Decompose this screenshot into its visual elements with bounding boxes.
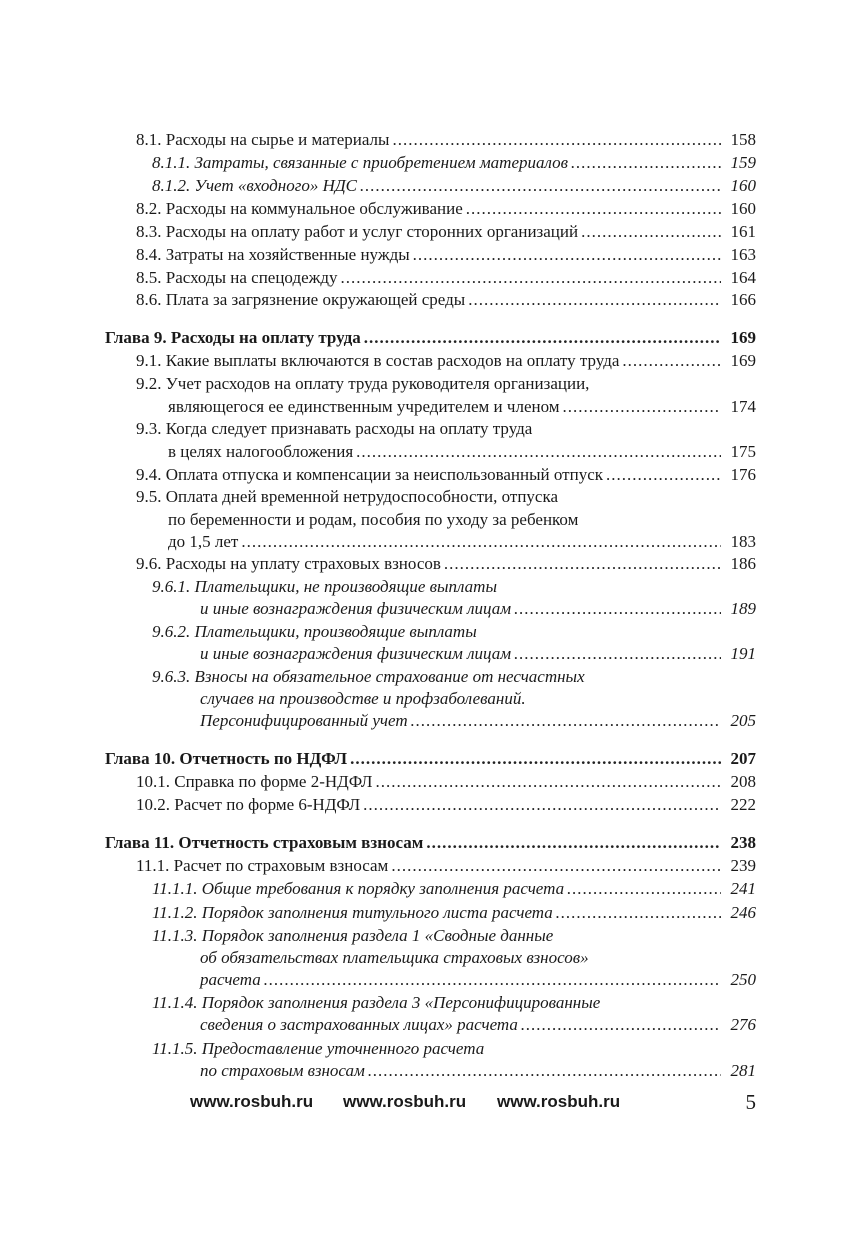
toc-page-number: 276 xyxy=(730,1015,756,1034)
toc-entry-title: сведения о застрахованных лицах» расчета xyxy=(200,1015,518,1034)
toc-page-number: 189 xyxy=(730,599,756,618)
toc-entry-title: 9.6.2. Плательщики, производящие выплаты xyxy=(152,622,477,641)
toc-entry xyxy=(136,350,756,372)
toc-dot-leader xyxy=(241,531,721,553)
toc-entry-title: 8.2. Расходы на коммунальное обслуживание xyxy=(136,199,463,218)
toc-entry-title: Глава 10. Отчетность по НДФЛ xyxy=(105,749,348,768)
toc-dot-leader xyxy=(468,289,721,311)
toc-entry xyxy=(152,902,756,924)
toc-dot-leader xyxy=(363,794,721,816)
toc-dot-leader xyxy=(426,832,721,854)
toc-page-number: 183 xyxy=(730,532,756,551)
toc-page-number: 163 xyxy=(730,245,756,264)
page-number: 5 xyxy=(745,1090,756,1114)
toc-entry-title: 9.6.3. Взносы на обязательное страхование от несчастных xyxy=(152,667,585,686)
toc-entry xyxy=(200,688,526,710)
toc-entry xyxy=(200,643,756,665)
toc-entry xyxy=(152,152,756,174)
toc-entry-title: Глава 9. Расходы на оплату труда xyxy=(105,328,361,347)
toc-entry xyxy=(168,396,756,418)
toc-entry-title: об обязательствах плательщика страховых взносов» xyxy=(200,948,589,967)
toc-dot-leader xyxy=(444,553,721,575)
toc-entry-title: 11.1.1. Общие требования к порядку заполнения расчета xyxy=(152,879,565,898)
toc-page-number: 161 xyxy=(730,222,756,241)
toc-chapter-entry xyxy=(105,832,756,854)
toc-dot-leader xyxy=(392,129,721,151)
toc-page-number: 175 xyxy=(730,442,756,461)
toc-entry xyxy=(136,221,756,243)
toc-entry xyxy=(200,969,756,991)
toc-entry-title: по беременности и родам, пособия по уходу за ребенком xyxy=(168,510,579,529)
toc-page-number: 246 xyxy=(730,903,756,922)
toc-entry-title: 8.3. Расходы на оплату работ и услуг сторонних организаций xyxy=(136,222,579,241)
toc-entry xyxy=(152,925,553,947)
toc-dot-leader xyxy=(375,771,721,793)
page-footer xyxy=(0,1092,857,1120)
toc-entry xyxy=(200,1060,756,1082)
toc-entry xyxy=(200,598,756,620)
toc-entry xyxy=(136,418,532,440)
toc-entry xyxy=(136,794,756,816)
toc-page-number: 238 xyxy=(730,833,756,852)
toc-page-number: 174 xyxy=(730,397,756,416)
toc-page-number: 241 xyxy=(730,879,756,898)
toc-entry-title: 8.1.1. Затраты, связанные с приобретением материалов xyxy=(152,153,568,172)
toc-dot-leader xyxy=(563,396,721,418)
toc-entry xyxy=(136,855,756,877)
toc-entry-title: Глава 11. Отчетность страховым взносам xyxy=(105,833,424,852)
toc-page-number: 186 xyxy=(730,554,756,573)
toc-entry-title: 10.1. Справка по форме 2-НДФЛ xyxy=(136,772,373,791)
toc-entry xyxy=(168,441,756,463)
toc-entry-title: 8.5. Расходы на спецодежду xyxy=(136,268,338,287)
toc-entry xyxy=(152,992,600,1014)
toc-page-number: 250 xyxy=(730,970,756,989)
toc-page-number: 160 xyxy=(730,199,756,218)
toc-entry-title: до 1,5 лет xyxy=(168,532,239,551)
toc-dot-leader xyxy=(391,855,721,877)
toc-entry-title: случаев на производстве и профзаболеваний. xyxy=(200,689,526,708)
toc-entry xyxy=(152,1038,484,1060)
toc-entry-title: 11.1.3. Порядок заполнения раздела 1 «Сводные данные xyxy=(152,926,554,945)
toc-entry-title: и иные вознаграждения физическим лицам xyxy=(200,644,512,663)
toc-entry-title: 11.1.5. Предоставление уточненного расчета xyxy=(152,1039,485,1058)
toc-entry-title: 11.1.4. Порядок заполнения раздела 3 «Персонифицированные xyxy=(152,993,601,1012)
toc-entry-title: 8.1.2. Учет «входного» НДС xyxy=(152,176,358,195)
toc-entry-title: Персонифицированный учет xyxy=(200,711,408,730)
toc-entry-title: 9.4. Оплата отпуска и компенсации за неиспользованный отпуск xyxy=(136,465,603,484)
toc-entry-title: в целях налогообложения xyxy=(168,442,354,461)
toc-entry-title: 10.2. Расчет по форме 6-НДФЛ xyxy=(136,795,361,814)
toc-entry xyxy=(200,947,589,969)
toc-entry-title: 9.6.1. Плательщики, не производящие выплаты xyxy=(152,577,497,596)
toc-page-number: 159 xyxy=(730,153,756,172)
toc-dot-leader xyxy=(571,152,721,174)
toc-page-number: 207 xyxy=(730,749,756,768)
toc-entry xyxy=(168,509,578,531)
toc-entry xyxy=(136,373,589,395)
toc-page-number: 208 xyxy=(730,772,756,791)
toc-dot-leader xyxy=(466,198,721,220)
footer-site-link: www.rosbuh.ru xyxy=(343,1092,467,1111)
toc-entry xyxy=(136,129,756,151)
toc-dot-leader xyxy=(581,221,721,243)
toc-entry xyxy=(152,666,585,688)
toc-page-number: 166 xyxy=(730,290,756,309)
toc-entry xyxy=(152,878,756,900)
toc-entry xyxy=(136,464,756,486)
toc-dot-leader xyxy=(567,878,721,900)
toc-page-number: 169 xyxy=(730,328,756,347)
toc-page-number: 222 xyxy=(730,795,756,814)
toc-entry xyxy=(136,267,756,289)
toc-entry xyxy=(152,175,756,197)
toc-page-number: 164 xyxy=(730,268,756,287)
toc-entry-title: расчета xyxy=(200,970,261,989)
toc-dot-leader xyxy=(356,441,721,463)
toc-dot-leader xyxy=(514,643,721,665)
toc-page-number: 160 xyxy=(730,176,756,195)
toc-page-number: 158 xyxy=(730,130,756,149)
footer-site-link: www.rosbuh.ru xyxy=(497,1092,621,1111)
toc-dot-leader xyxy=(514,598,721,620)
toc-entry-title: по страховым взносам xyxy=(200,1061,365,1080)
toc-entry-title: 11.1.2. Порядок заполнения титульного листа расчета xyxy=(152,903,553,922)
toc-page-number: 176 xyxy=(730,465,756,484)
toc-dot-leader xyxy=(364,327,721,349)
toc-entry-title: и иные вознаграждения физическим лицам xyxy=(200,599,512,618)
toc-page-number: 169 xyxy=(730,351,756,370)
toc-page-number: 239 xyxy=(730,856,756,875)
toc-entry xyxy=(168,531,756,553)
toc-entry-title: 9.5. Оплата дней временной нетрудоспособности, отпуска xyxy=(136,487,559,506)
toc-entry xyxy=(136,244,756,266)
toc-entry-title: являющегося ее единственным учредителем и членом xyxy=(168,397,560,416)
toc-dot-leader xyxy=(606,464,721,486)
toc-entry-title: 9.3. Когда следует признавать расходы на оплату труда xyxy=(136,419,533,438)
toc-dot-leader xyxy=(341,267,721,289)
toc-entry xyxy=(200,710,756,732)
toc-entry-title: 11.1. Расчет по страховым взносам xyxy=(136,856,389,875)
toc-page-number: 205 xyxy=(730,711,756,730)
toc-entry xyxy=(136,486,558,508)
toc-entry-title: 9.2. Учет расходов на оплату труда руководителя организации, xyxy=(136,374,590,393)
toc-entry xyxy=(136,553,756,575)
toc-entry xyxy=(152,576,497,598)
toc-entry-title: 8.4. Затраты на хозяйственные нужды xyxy=(136,245,410,264)
toc-entry-title: 8.6. Плата за загрязнение окружающей среды xyxy=(136,290,466,309)
toc-entry xyxy=(136,198,756,220)
toc-dot-leader xyxy=(368,1060,721,1082)
toc-page-number: 281 xyxy=(730,1061,756,1080)
toc-entry-title: 8.1. Расходы на сырье и материалы xyxy=(136,130,390,149)
toc-dot-leader xyxy=(360,175,721,197)
toc-entry xyxy=(136,289,756,311)
toc-dot-leader xyxy=(264,969,721,991)
footer-site-link: www.rosbuh.ru xyxy=(190,1092,314,1111)
toc-chapter-entry xyxy=(105,748,756,770)
toc-entry-title: 9.1. Какие выплаты включаются в состав расходов на оплату труда xyxy=(136,351,620,370)
toc-dot-leader xyxy=(622,350,721,372)
toc-dot-leader xyxy=(413,244,721,266)
toc-dot-leader xyxy=(350,748,721,770)
toc-page-number: 191 xyxy=(730,644,756,663)
toc-entry xyxy=(200,1014,756,1036)
toc-dot-leader xyxy=(556,902,721,924)
toc-chapter-entry xyxy=(105,327,756,349)
toc-entry-title: 9.6. Расходы на уплату страховых взносов xyxy=(136,554,441,573)
toc-entry xyxy=(152,621,477,643)
toc-dot-leader xyxy=(521,1014,721,1036)
toc-dot-leader xyxy=(411,710,721,732)
toc-entry xyxy=(136,771,756,793)
